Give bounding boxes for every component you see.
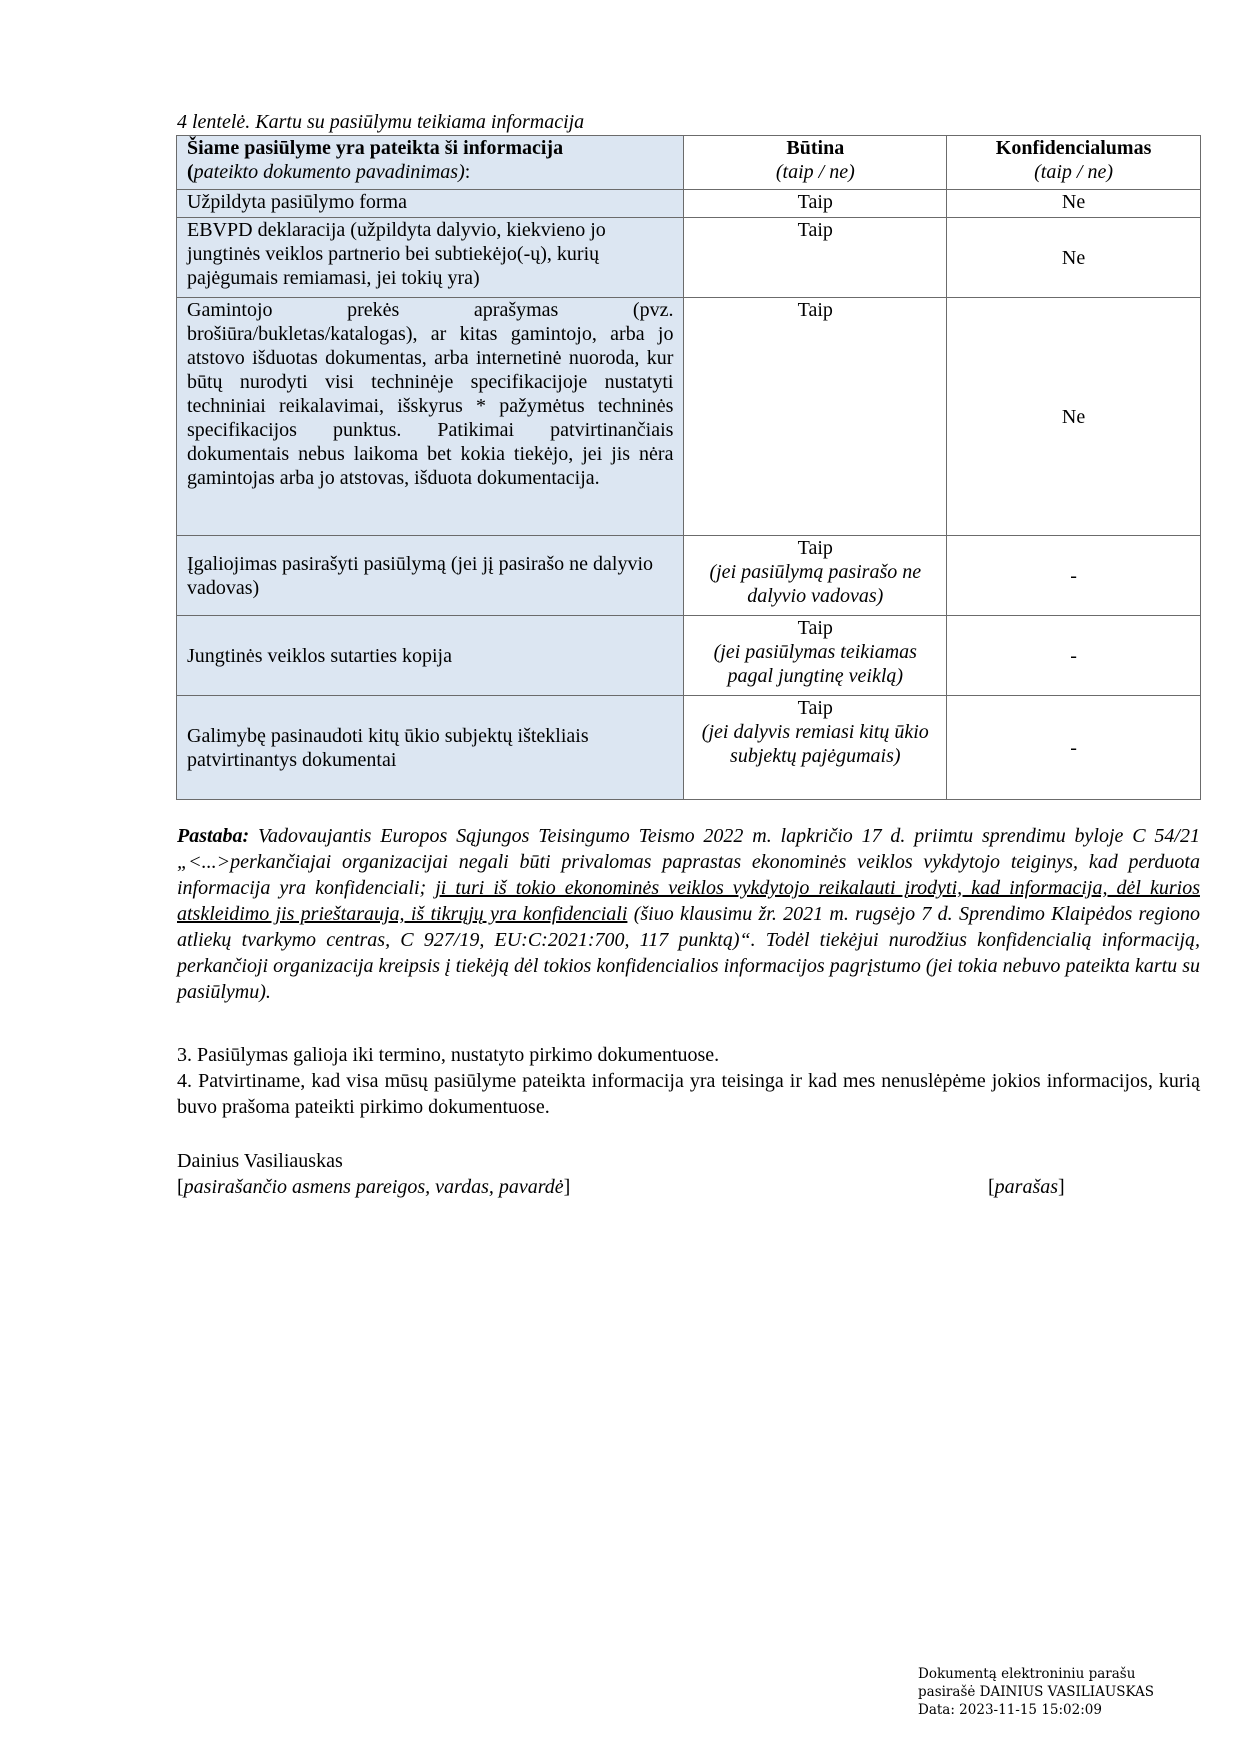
- clause-3: 3. Pasiūlymas galioja iki termino, nustatyto pirkimo dokumentuose.: [177, 1044, 720, 1066]
- table-header-row: [177, 136, 1201, 190]
- table-row: [177, 616, 1201, 696]
- header-document-subtitle: pateikto dokumento pavadinimas): [193, 161, 465, 183]
- table-row: [177, 696, 1201, 800]
- cell-required: Taip (jei pasiūlymas teikiamas pagal jungtinę veiklą): [684, 616, 947, 696]
- signature-placeholder: [parašas]: [988, 1176, 1065, 1198]
- table-row: [177, 190, 1201, 218]
- note-underlined-text: ji turi iš tokio ekonominės veiklos vykdytojo reikalauti įrodyti, kad informacija, dėl kurios atskleidimo jis prieštarauja, iš tikrųjų yra konfidenciali: [177, 877, 1200, 925]
- cell-document: Užpildyta pasiūlymo forma: [177, 190, 684, 218]
- cell-required: Taip: [684, 298, 947, 536]
- cell-confidential: Ne: [947, 218, 1201, 298]
- cell-document: Įgaliojimas pasirašyti pasiūlymą (jei jį pasirašo ne dalyvio vadovas): [177, 536, 684, 616]
- cell-document: EBVPD deklaracija (užpildyta dalyvio, kiekvieno jo jungtinės veiklos partnerio bei subtiekėjo(-ų), kurių pajėgumais remiamasi, jei tokių yra): [177, 218, 684, 298]
- cell-confidential: Ne: [947, 298, 1201, 536]
- table-row: [177, 218, 1201, 298]
- cell-confidential: Ne: [947, 190, 1201, 218]
- cell-required: Taip: [684, 218, 947, 298]
- header-confidential: Konfidencialumas (taip / ne): [947, 136, 1201, 190]
- note-paragraph: Pastaba: Vadovaujantis Europos Sąjungos Teisingumo Teismo 2022 m. lapkričio 17 d. priimtu sprendimu byloje C 54/21 „<...>perkančiajai organizacijai negali būti privalomas paprastas ekonominės veiklos vykdytojo teiginys, kad perduota informacija yra konfidenciali; ji turi iš tokio ekonominės veiklos vykdytojo reikalauti įrodyti, kad informacija, dėl kurios atskleidimo jis prieštarauja, iš tikrųjų yra konfidenciali (šiuo klausimu žr. 2021 m. rugsėjo 7 d. Sprendimo Klaipėdos regiono atliekų tvarkymo centras, C 927/19, EU:C:2021:700, 117 punktą)“. Todėl tiekėjui nurodžius konfidencialią informaciją, perkančioji organizacija kreipsis į tiekėją dėl tokios konfidencialios informacijos pagrįstumo (jei tokia nebuvo pateikta kartu su pasiūlymu).: [177, 825, 1201, 1003]
- cell-required: Taip (jei dalyvis remiasi kitų ūkio subjektų pajėgumais): [684, 696, 947, 800]
- header-document-title: Šiame pasiūlyme yra pateikta ši informacija: [187, 137, 564, 159]
- signer-name: Dainius Vasiliauskas: [177, 1150, 343, 1172]
- required-condition: (jei pasiūlymą pasirašo ne dalyvio vadovas): [709, 561, 922, 607]
- cell-required: Taip: [684, 190, 947, 218]
- cell-document: Galimybę pasinaudoti kitų ūkio subjektų ištekliais patvirtinantys dokumentai: [177, 696, 684, 800]
- cell-confidential: -: [947, 696, 1201, 800]
- header-required: Būtina (taip / ne): [684, 136, 947, 190]
- signature-date: Data: 2023-11-15 15:02:09: [918, 1702, 1102, 1718]
- required-condition: (jei pasiūlymas teikiamas pagal jungtinę veiklą): [713, 641, 917, 687]
- cell-document: Gamintojo prekės aprašymas (pvz. brošiūra/bukletas/katalogas), ar kitas gamintojo, arba jo atstovo išduotas dokumentas, arba internetinė nuoroda, kur būtų nurodyti visi techninėje specifikacijoje nustatyti techniniai reikalavimai, išskyrus * pažymėtus techninės specifikacijos punktus. Patikimai patvirtinančiais dokumentais nebus laikoma bet kokia tiekėjo, jei jis nėra gamintojas arba jo atstovas, išduota dokumentacija.: [177, 298, 684, 536]
- cell-document: Jungtinės veiklos sutarties kopija: [177, 616, 684, 696]
- signer-role-placeholder: [pasirašančio asmens pareigos, vardas, pavardė]: [177, 1176, 571, 1198]
- cell-confidential: -: [947, 536, 1201, 616]
- cell-required: Taip (jei pasiūlymą pasirašo ne dalyvio vadovas): [684, 536, 947, 616]
- table-caption: 4 lentelė. Kartu su pasiūlymu teikiama informacija: [177, 111, 585, 133]
- required-condition: (jei dalyvis remiasi kitų ūkio subjektų pajėgumais): [701, 721, 929, 767]
- table-row: [177, 536, 1201, 616]
- clause-4: 4. Patvirtiname, kad visa mūsų pasiūlyme pateikta informacija yra teisinga ir kad mes nenuslėpėme jokios informacijos, kurią buvo prašoma pateikti pirkimo dokumentuose.: [177, 1070, 1200, 1118]
- table-row: [177, 298, 1201, 536]
- cell-confidential: -: [947, 616, 1201, 696]
- e-signature-stamp: Dokumentą elektroniniu parašu pasirašė DAINIUS VASILIAUSKAS Data: 2023-11-15 15:02:09: [918, 1666, 1154, 1718]
- header-document: Šiame pasiūlyme yra pateikta ši informacija (pateikto dokumento pavadinimas):: [177, 136, 684, 190]
- note-label: Pastaba:: [177, 825, 250, 847]
- submitted-info-table: [176, 135, 1201, 800]
